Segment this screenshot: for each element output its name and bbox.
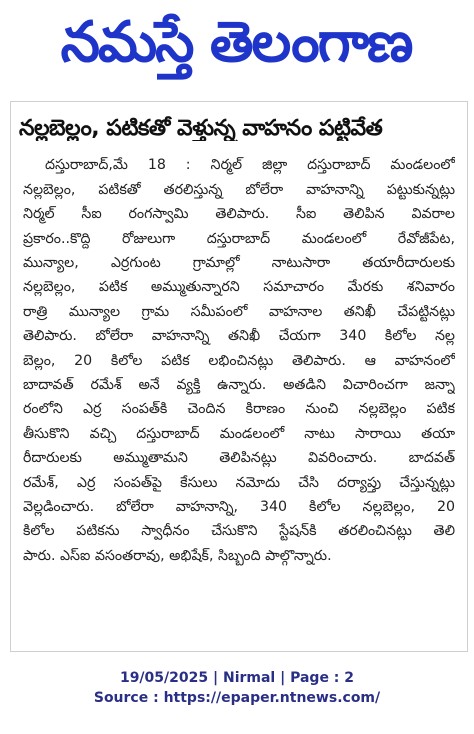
article-line: రమేశ్, ఎర్ర సంపత్‌పై కేసులు నమోదు చేసి దర్యాప్తు చేస్తున్నట్లు [23,474,455,491]
article-line: తీసుకొని వచ్చి దస్తురాబాద్ మండలంలో నాటు సారాయి తయా [23,425,455,442]
article-line: బాదావత్ రమేశ్ అనే వ్యక్తి ఉన్నారు. అతడిని విచారించగా జన్నా [23,376,455,393]
article-line: బెల్లం, 20 కిలోల పటిక లభించినట్లు తెలిపారు. ఆ వాహనంలో [23,352,455,369]
article-line: నిర్మల్ సీఐ రంగస్వామి తెలిపారు. సీఐ తెలిపిన వివరాల [23,206,455,223]
article-line: రీదారులకు అమ్ముతామని తెలిపినట్లు వివరించారు. బాదవత్ [23,450,455,467]
article-line: రంలోని ఎర్ర సంపత్‌కి చెందిన కిరాణం నుంచి నల్లబెల్లం పటిక [23,401,455,418]
article-line: కిలోల పటికను స్వాధీనం చేసుకొని స్టేషన్‌కి తరలించినట్లు తెలి [23,523,455,540]
masthead-title: నమస్తే తెలంగాణ [60,10,412,75]
clipping-footer [0,668,474,708]
article-line: నల్లబెల్లం, పటికతో తరలిస్తున్న బోలేరా వాహనాన్ని పట్టుకున్నట్లు [23,181,455,198]
article-body [23,153,455,568]
article-line: పారు. ఎస్ఐ వసంతరావు, అభిషేక్, సిబ్బంది పాల్గొన్నారు. [23,547,332,564]
article-line: ప్రకారం..కొద్ది రోజులుగా దస్తురాబాద్ మండలంలో రేవోజీపేట, [23,230,455,247]
source-link[interactable]: Source : https://epaper.ntnews.com/ [93,690,381,706]
article-line: రాత్రి మున్యాల గ్రామ సమీపంలో వాహనాల తనిఖీ చేపట్టినట్లు [23,303,455,320]
article-line: నల్లబెల్లం, పటిక అమ్ముతున్నారని సమాచారం మేరకు శనివారం [23,279,455,296]
news-clipping [10,101,468,652]
article-line: మున్యాల, ఎర్రగుంట గ్రామాల్లో నాటుసారా తయారీదారులకు [23,254,455,271]
article-headline: నల్లబెల్లం, పటికతో వెళ్తున్న వాహనం పట్టివేత [19,116,383,141]
newspaper-masthead [20,4,452,82]
edition-meta: 19/05/2025 | Nirmal | Page : 2 [119,670,355,686]
article-line: వెల్లడించారు. బోలేరా వాహనాన్ని, 340 కిలోల నల్లబెల్లం, 20 [23,498,455,515]
article-line: దస్తురాబాద్,మే 18 : నిర్మల్ జిల్లా దస్తురాబాద్ మండలంలో [45,157,455,174]
article-line: తెలిపారు. బోలేరా వాహనాన్ని తనిఖీ చేయగా 340 కిలోల నల్ల [23,328,455,345]
